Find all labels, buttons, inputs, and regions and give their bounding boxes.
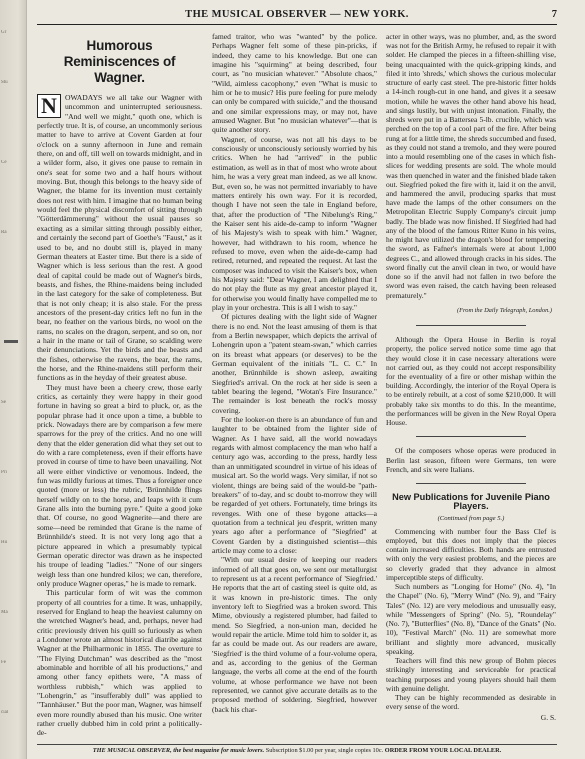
- article-paragraph: "With our usual desire of keeping our readers informed of all that goes on, we sent our metallurgist to represent us at a recent performance of 'Siegfried.' He reports that the art of casting steel is quite old, as it was known in pre-historic times. The only inventory left to Siegfried was a broken sword. This Mime, obviously a registered plumber, had failed to mend. So Siegfried, a non-union man, decided he would repair the article. Mime told him to solder it, as far as could be made out. As our readers are aware, 'Siegfried' is the third volume of a four-volume opera, and as, according to the genius of the German language, the verbs all come at the end of the fourth volume, at whose performance we have not been represented, we cannot give accurate details as to the proposed method of soldering. Siegfried, however (back his char-: [212, 555, 377, 714]
- strip-line: Ma: [1, 610, 8, 615]
- article-paragraph: [37, 93, 202, 383]
- strip-line: cial: [1, 710, 9, 715]
- drop-cap: N: [37, 94, 61, 118]
- strip-line: Pri: [1, 470, 7, 475]
- strip-line: Se: [1, 400, 6, 405]
- column-2: [212, 32, 377, 714]
- strip-line: Stu: [1, 80, 8, 85]
- section-divider: [416, 483, 526, 484]
- review-paragraph: Commencing with number four the Bass Clef is employed, but this does not imply that the pieces contain increased difficulties. Both hands are entrusted with only the very easiest problems, and the pieces are so cleverly graded that they advance in almost imperceptible steps of difficulty.: [386, 526, 556, 582]
- review-paragraph: Teachers will find this new group of Bohm pieces strikingly interesting and serviceable for practical teaching purposes and young players should hail them with genuine delight.: [386, 656, 556, 693]
- section-divider: [416, 436, 526, 437]
- footer-publication: THE MUSICAL OBSERVER, the best magazine for music lovers.: [92, 747, 265, 754]
- review-paragraph: Such numbers as "Longing for Home" (No. 4), "In the Chapel" (No. 6), "Merry Wind" (No. 9), and "Fairy Tales" (No. 12) are very melodious and unusually easy, while "Messengers of Spring" (No. 5), "Roundelay" (No. 7), "Butterflies" (No. 8), "Dance of the Gnats" (No. 10), "Festival March" (No. 11) are somewhat more brilliant and slightly more advanced, musically speaking.: [386, 582, 556, 656]
- footer-order-note: ORDER FROM YOUR LOCAL DEALER.: [384, 747, 502, 754]
- page-number: 7: [551, 9, 557, 20]
- page-footer: [37, 744, 557, 754]
- article-paragraph: Of pictures dealing with the light side of Wagner there is no end. Not the least amusing of them is that from a Berlin newspaper, which depicts the arrival of Lohengrin upon a "patent steam-swan," which carries on its breast what appears (or deserves) to be the German equivalent of the initials "L. C. C." In another, Brünnhilde is shown asleep, awaiting Siegfried's arrival. On the rock at her side is seen a tablet bearing the legend, "Wotan's Fire Insurance." The remainder is lost beneath the rock's mossy covering.: [212, 312, 377, 415]
- adjacent-page-edge: [0, 0, 27, 759]
- article-paragraph: For the looker-on there is an abundance of fun and laughter to be obtained from the lighter side of Wagner. As I have said, all the world nowadays regards with almost complacency the man who half a century ago was, according to the press, hardly less than an unmitigated scoundrel in virtue of his ideas of musical art. So the world wags. Very similar, if not so violent, things are being said of the would-be "path-breakers" of to-day, and sc doubt to-morrow they will be regarded of yet others. Fortunately, time brings its revenges. With one of these bygone attacks—a quotation from a technical jeu d'esprit, written many years ago after a performance of "Siegfried" at Covent Garden by a distinguished scientist—this article may come to a close:: [212, 415, 377, 555]
- section-title: New Publications for Juvenile Piano Players.: [392, 492, 550, 512]
- continued-note: (Continued from page 5.): [437, 514, 505, 522]
- author-signature: G. S.: [540, 713, 556, 723]
- strip-line: Ce: [1, 160, 7, 165]
- article-title: Humorous Reminiscences of Wagner.: [63, 38, 176, 85]
- review-paragraph: They can be highly recommended as desirable in every sense of the word.: [386, 693, 556, 712]
- footer-subscription: Subscription $1.00 per year, single copies 10c.: [265, 747, 384, 754]
- column-1: [37, 32, 202, 738]
- article-paragraph: This particular form of wit was the common property of all countries for a time. It was, unhappily, reserved for England to heap the heaviest calumny on the wretched Wagner's head, and, perhaps, never had critic previously driven his quill so furiously as when a Londoner wrote an almost historical diatribe against Wagner at the Philharmonic in 1855. The overture to "The Flying Dutchman" was described as the "most abominable and horrible of all his productions," and among other fancy epithets were, "A mass of worthless rubbish," which was applied to "Lohengrin," as "insufferably dull" was applied to "Tannhäuser." But the poor man, Wagner, was himself even more roundly abused than his music. One writer rather cruelly dubbed him in cold print a politically-de-: [37, 588, 202, 738]
- strip-line: Fe: [1, 660, 6, 665]
- article-source: (From the Daily Telegraph, London.): [456, 306, 552, 314]
- strip-line: Ra: [1, 230, 7, 235]
- section-divider: [416, 325, 526, 326]
- article-paragraph: famed traitor, who was "wanted" by the police. Perhaps Wagner felt some of these pin-pricks, if indeed, they came to his knowledge. But one can imagine his "squirming" at being described, four court, as "no musician whatever." "Absolute chaos," "Wild, aimless cacophony," even "What is music to him or he to music? His pure feeling for pure melody can only be compared with suicide," and the thousand and one similar expressions may, or may not, have amused Wagner. But "no musician whatever"—that is quite another story.: [212, 32, 377, 135]
- news-paragraph: Although the Opera House in Berlin is royal property, the police served notice some time ago that they would close it in case necessary alterations were not carried out, as they could not accept responsibility for the eventuality of a fire or other mishap within the building. Accordingly, the interior of the Royal Opera is to be entirely rebuilt, at a cost of some $210,000. It will probably take six months to do this. In the meantime, the performances will be given in the New Royal Opera House.: [386, 335, 556, 428]
- masthead-title: THE MUSICAL OBSERVER — NEW YORK.: [185, 9, 409, 20]
- article-paragraph: Wagner, of course, was not all his days to be consciously or unconsciously seriously worried by his critics. When he had "arrived" in the public estimation, as well as in that of most who wrote about him, he was a very great man indeed, as we all know. But, even so, he was not permitted invariably to have matters entirely his own way. For it is recorded, though I have not seen the tale in England before, that, after the production of "The Nibelung's Ring," the Kaiser sent his aide-de-camp to inform "Wagner of his Majesty's wish to speak with him." Wagner, however, had withdrawn to his room, whence he refused to move, even when the aide-de-camp had retired, returned, and repeated the request. At last the composer was induced to visit the Kaiser's box, when his Majesty said: "Dear Wagner, I am delighted that I do not play the flute as my great ancestor played it, for otherwise you would finally have compelled me to play in your orchestra. This is all I wish to say.": [212, 134, 377, 312]
- gutter-mark: [4, 340, 18, 343]
- running-header: [37, 8, 557, 25]
- news-paragraph: Of the composers whose operas were produced in Berlin last season, fifteen were Germans, ten were French, and six were Italians.: [386, 446, 556, 474]
- strip-line: Hu: [1, 540, 8, 545]
- article-paragraph: They must have been a cheery crew, those early critics, as certainly they were happy in their good fortune in having so great a bird to pluck, or, as the popular phrase had it once upon a time, a bubble to prick. Nowadays there are by comparison a few mere sparrows for the prey of the critics. And no one will deny that the elder generation did what they set out to do with a rare completeness, even if their efforts have proved in course of time to have been unavailing. Not all were either vindictive or venomous. Indeed, the fun was mildly furious at times. Thus a foreigner once quoted (more or less) the rubric, 'Brünnhilde flings herself wildly on to the horse, and leaps with it cum Grane alls into the burning pyre." Quite a good joke that. Of course, no good Wagnerite—and there are some—need be reminded that Grane is the name of Brünnhilde's steed. It is not very long ago that a picture appeared in which a presumably typical German operatic director was drawn as he inspected his troupe of leading "ladies." "None of our singers weigh less than one hundred kilos; we can, therefore, only produce Wagner operas," he is made to remark.: [37, 382, 202, 588]
- paragraph-text: OWADAYS we all take our Wagner with uncommon and uninterrupted seriousness. "And well we might," quoth one, which is perfectly true. It is, of course, an uncommonly serious matter to have to arrive at Covent Garden at four o'clock on a sunny afternoon in June and remain there, on and off, till well on towards midnight, and in a wilder form, also, it gives one pause to remain in one's seat for some two and a half hours without moving. But, though this belongs to the heavy side of Wagner, the blame for its invention must certainly does not rest with him. I imagine that no human being would feel the physical discomfort of sitting through "Götterdämmerung" without the usual pauses so exacting as a similar sitting through possibly either, and certainly the second part of Goethe's "Faust," as it used to be, and no doubt still is, played in many German theaters at Easter time. But there is a side of Wagner which is less serious than the rest. A good deal of capital could be made out of Wagner's birds, beasts, and fishes, the Rhine-maidens being included in the last category for the sake of completeness. But that is not only cheap; it is also stale. For the press ancestors of the present-day critics left no fun in the bear, no feather on the various birds, no wool on the rams, no scales on the dragon, serpent, and so on, nor a hair in the mane or tail of Grane, so scalding were their denunciations. Yet the birds and the beasts and the fishes, otherwise the ravens, the bear, the rams, the horse, and the Rhine-maidens still perform their functions as in the heyday of their greatest abuse.: [37, 93, 202, 383]
- article-paragraph: acter in other ways, was no plumber, and, as the sword was not for the British Army, he refused to repair it with solder. He clamped the pieces in a fifteen-shilling vise, being unacquainted with the quick-gripping kinds, and filed it into 'shreds,' which shows the curious molecular structure of early cast steel. The pre-historic fitter holds a 14-inch rough-cut in one hand, and gives it a seesaw motion, while he waves the other hand above his head, and sings lustily, but with unjust intonation. Finally, the shreds were put in a Battersea 5-lb. crucible, which was perched on the top of a cool part of the fire. After being rung at for a little time, the shreds succumbed and fused, as they could not stand a tremolo, and they were poured into a mould resembling one of the cases in which fish-slices for wedding presents are sold. The whole mould was then quenched in water and the finished blade taken out. Siegfried poked the fire with it, laid it on the anvil, and hammered the anvil, producing sparks that must have made the lamps of the other consumers on the Metropolitan Electric Supply Company's circuit jump badly. The blade was now finished. If Siegfried had had any of the blood of the famous Ritter Kuno in his veins, he might have utilized the dragon's blood for tempering the sword, as Fafner's internals were at about 1,000 degrees C., and allowed through cracks in his sides. The sword finally cut the anvil clean in two, or would have done so if the anvil had not fallen in two before the sword was even raised, the catch having been released prematurely.": [386, 32, 556, 300]
- strip-line: Gr: [1, 30, 7, 35]
- column-3: [386, 32, 556, 723]
